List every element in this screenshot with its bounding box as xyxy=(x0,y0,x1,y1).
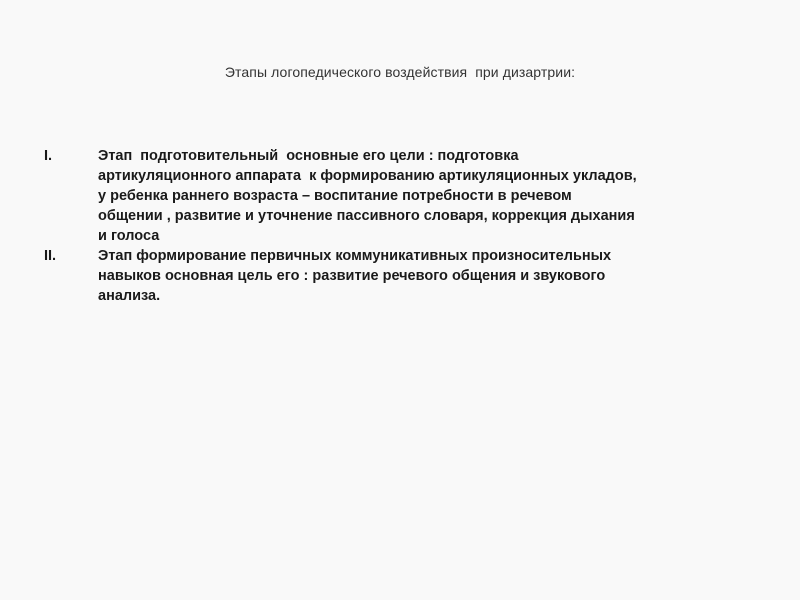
stage-text-2: Этап формирование первичных коммуникативных произносительных навыков основная цель его : развитие речевого общения и звукового анализа. xyxy=(98,248,612,304)
stage-item-1 xyxy=(38,146,768,246)
slide-title: Этапы логопедического воздействия при дизартрии: xyxy=(224,64,576,80)
stage-text-1: Этап подготовительный основные его цели : подготовка артикуляционного аппарата к формированию артикуляционных укладов, у ребенка раннего возраста – воспитание потребности в речевом общении , развитие и уточнение пассивного словаря, коррекция дыхания и голоса xyxy=(98,148,637,244)
stage-item-2 xyxy=(38,246,768,306)
stage-list xyxy=(38,146,768,306)
stage-number-2: II. xyxy=(44,248,57,264)
stage-number-1: I. xyxy=(44,148,53,164)
